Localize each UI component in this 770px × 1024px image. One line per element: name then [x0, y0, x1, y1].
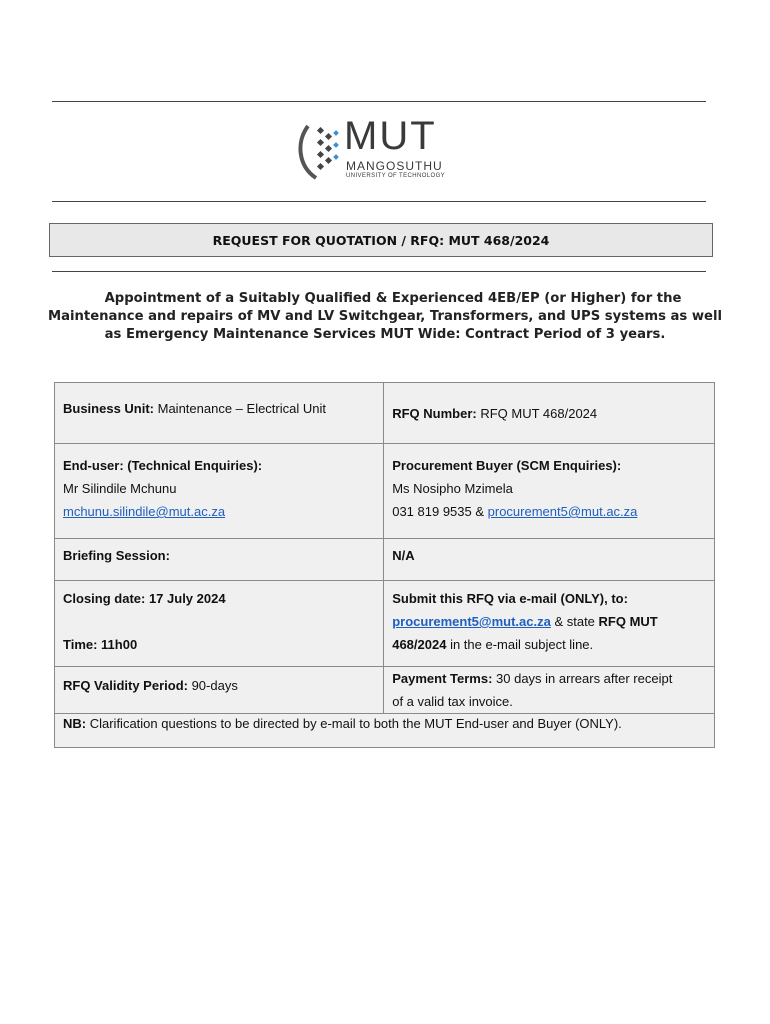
title-divider	[52, 271, 706, 272]
table-row	[55, 667, 715, 714]
briefing-value: N/A	[392, 548, 415, 563]
mut-emblem-icon	[298, 122, 344, 182]
logo-wordmark: MUT	[344, 114, 437, 158]
nb-cell	[55, 714, 715, 748]
briefing-label-cell	[55, 539, 384, 581]
header-divider	[52, 201, 706, 202]
submit-state-text: & state	[550, 614, 599, 629]
buyer-email-link[interactable]: procurement5@mut.ac.za	[487, 504, 638, 519]
validity-value: 90-days	[187, 678, 238, 693]
end-user-label: End-user: (Technical Enquiries):	[63, 458, 263, 473]
table-row	[55, 383, 715, 444]
payment-label: Payment Terms:	[392, 671, 493, 686]
buyer-label: Procurement Buyer (SCM Enquiries):	[392, 458, 622, 473]
document-headline	[20, 290, 750, 344]
table-row	[55, 581, 715, 667]
end-user-name: Mr Silindile Mchunu	[63, 481, 177, 496]
nb-label: NB:	[63, 716, 87, 731]
payment-value: 30 days in arrears after receipt	[492, 671, 673, 686]
payment-cell	[384, 667, 715, 714]
closing-date: Closing date: 17 July 2024	[63, 591, 226, 606]
briefing-value-cell	[384, 539, 715, 581]
submit-rfq-ref-2: 468/2024	[392, 637, 447, 652]
business-unit-label: Business Unit:	[63, 401, 155, 416]
submit-instruction: Submit this RFQ via e-mail (ONLY), to:	[392, 591, 628, 606]
closing-time: Time: 11h00	[63, 637, 138, 652]
headline-line-2: Maintenance and repairs of MV and LV Switchgear, Transformers, and UPS systems as well	[47, 309, 723, 324]
table-row	[55, 539, 715, 581]
submit-rfq-ref: RFQ MUT	[598, 614, 658, 629]
rfq-number-value: RFQ MUT 468/2024	[476, 406, 598, 421]
validity-label: RFQ Validity Period:	[63, 678, 188, 693]
submit-cell	[384, 581, 715, 667]
rfq-details-table	[54, 382, 715, 748]
buyer-name: Ms Nosipho Mzimela	[392, 481, 513, 496]
rfq-title-banner: REQUEST FOR QUOTATION / RFQ: MUT 468/2024	[49, 223, 713, 257]
payment-line-2: of a valid tax invoice.	[392, 694, 513, 709]
rfq-number-cell	[384, 383, 715, 444]
buyer-phone: 031 819 9535 &	[392, 504, 488, 519]
validity-cell	[55, 667, 384, 714]
closing-cell	[55, 581, 384, 667]
nb-text: Clarification questions to be directed by e-mail to both the MUT End-user and Buyer (ONLY).	[86, 716, 622, 731]
top-divider	[52, 101, 706, 102]
mut-logo	[298, 114, 478, 184]
rfq-number-label: RFQ Number:	[392, 406, 477, 421]
headline-line-3: as Emergency Maintenance Services MUT Wide: Contract Period of 3 years.	[104, 327, 666, 342]
table-row	[55, 714, 715, 748]
business-unit-cell	[55, 383, 384, 444]
headline-line-1: Appointment of a Suitably Qualified & Experienced 4EB/EP (or Higher) for the	[104, 291, 682, 306]
business-unit-value: Maintenance – Electrical Unit	[154, 401, 326, 416]
logo-university-name: MANGOSUTHU	[346, 159, 443, 173]
logo-subtitle: UNIVERSITY OF TECHNOLOGY	[346, 173, 446, 179]
table-row	[55, 444, 715, 539]
briefing-label: Briefing Session:	[63, 548, 170, 563]
end-user-email-link[interactable]: mchunu.silindile@mut.ac.za	[63, 504, 226, 519]
end-user-cell	[55, 444, 384, 539]
submit-tail: in the e-mail subject line.	[446, 637, 594, 652]
buyer-cell	[384, 444, 715, 539]
submit-email-link[interactable]: procurement5@mut.ac.za	[392, 614, 551, 629]
